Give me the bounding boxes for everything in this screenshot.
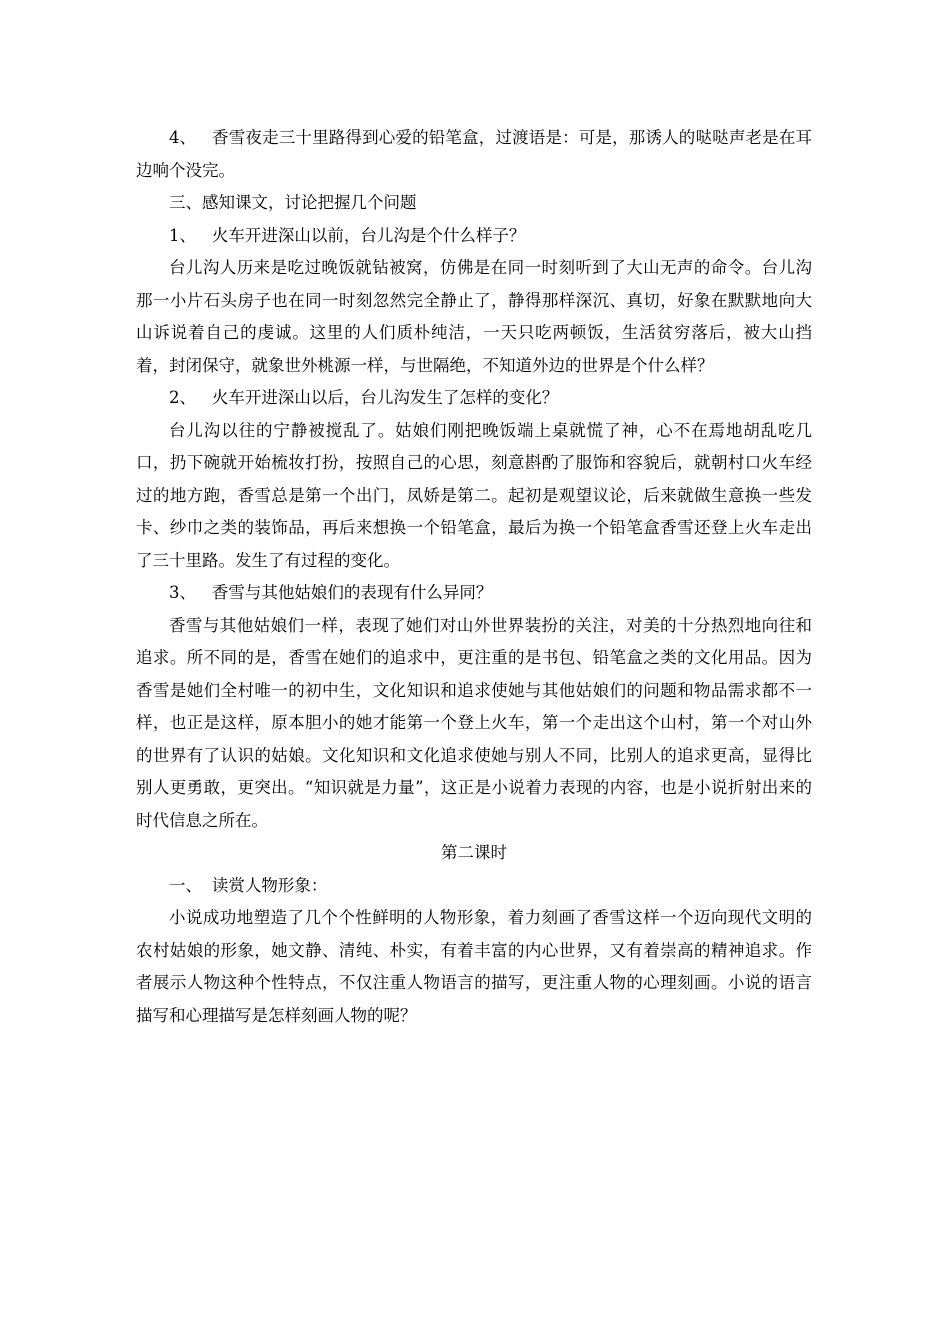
section-heading-1	[136, 870, 812, 903]
character-analysis-paragraph: 小说成功地塑造了几个个性鲜明的人物形象，着力刻画了香雪这样一个迈向现代文明的农村姑娘的形象，她文静、清纯、朴实，有着丰富的内心世界，又有着崇高的精神追求。作者展示人物这种个性特点，不仅注重人物语言的描写，更注重人物的心理刻画。小说的语言描写和心理描写是怎样刻画人物的呢？	[136, 908, 812, 1025]
item-number: 一、	[169, 875, 202, 895]
question-text: 火车开进深山以后，台儿沟发生了怎样的变化？	[211, 388, 559, 407]
answer-2: 台儿沟以往的宁静被搅乱了。姑娘们刚把晚饭端上桌就慌了神，心不在焉地胡乱吃几口，扔下碗就开始梳妆打扮，按照自己的心思，刻意斟酌了服饰和容貌后，就朝村口火车经过的地方跑，香雪总是第一个出门，凤娇是第二。起初是观望议论，后来就做生意换一些发卡、纱巾之类的装饰品，再后来想换一个铅笔盒，最后为换一个铅笔盒香雪还登上火车走出了三十里路。发生了有过程的变化。	[136, 420, 812, 570]
answer-1: 台儿沟人历来是吃过晚饭就钻被窝，仿佛是在同一时刻听到了大山无声的命令。台儿沟那一小片石头房子也在同一时刻忽然完全静止了，静得那样深沉、真切，好象在默默地向大山诉说着自己的虔诚。这里的人们质朴纯洁，一天只吃两顿饭，生活贫穷落后，被大山挡着，封闭保守，就象世外桃源一样，与世隔绝，不知道外边的世界是个什么样？	[136, 258, 812, 375]
lesson-title: 第二课时	[441, 843, 507, 862]
question-text: 火车开进深山以前，台儿沟是个什么样子？	[211, 225, 526, 245]
question-2	[136, 382, 812, 415]
paragraph-item-4	[136, 122, 812, 187]
item-number: 3、	[169, 583, 196, 602]
answer-3: 香雪与其他姑娘们一样，表现了她们对山外世界装扮的关注，对美的十分热烈地向往和追求。所不同的是，香雪在她们的追求中，更注重的是书包、铅笔盒之类的文化用品。因为香雪是她们全村唯一的初中生，文化知识和追求使她与其他姑娘们的问题和物品需求都不一样，也正是这样，原本胆小的她才能第一个登上火车，第一个走出这个山村，第一个对山外的世界有了认识的姑娘。文化知识和文化追求使她与别人不同，比别人的追求更高，显得比别人更勇敢，更突出。“知识就是力量”，这正是小说着力表现的内容，也是小说折射出来的时代信息之所在。	[136, 615, 812, 830]
item-number: 2、	[169, 388, 196, 407]
question-text: 香雪与其他姑娘们的表现有什么异同？	[211, 583, 493, 602]
item-number: 4、	[169, 128, 196, 147]
paragraph-text: 香雪夜走三十里路得到心爱的铅笔盒，过渡语是：可是，那诱人的哒哒声老是在耳边响个没完。	[136, 128, 812, 180]
question-1	[136, 220, 812, 253]
section-heading-3: 三、感知课文，讨论把握几个问题	[169, 193, 417, 212]
item-number: 1、	[169, 225, 196, 245]
question-3	[136, 577, 812, 610]
document-body	[136, 122, 812, 1032]
heading-text: 读赏人物形象：	[211, 875, 328, 895]
